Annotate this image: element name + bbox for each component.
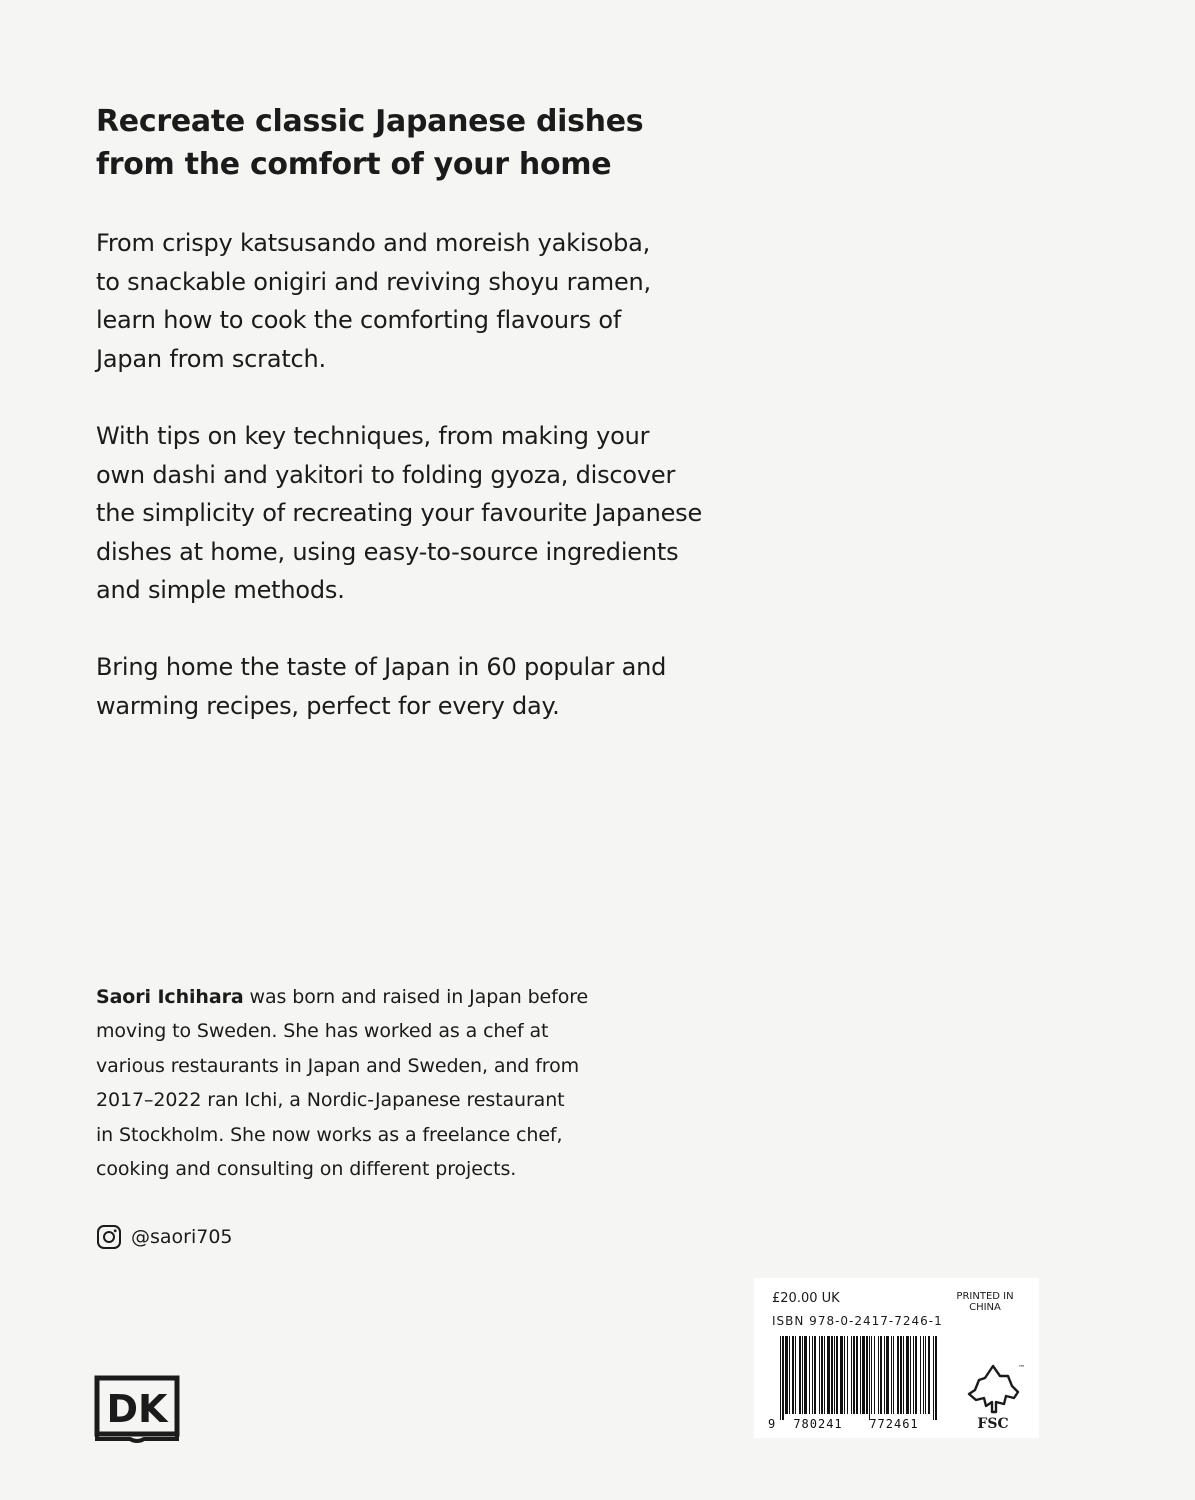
barcode-bar [886, 1336, 889, 1414]
blurb-line: warming recipes, perfect for every day. [96, 691, 560, 720]
barcode-bar [844, 1336, 845, 1414]
barcode-bar [834, 1336, 835, 1414]
barcode-bar [821, 1336, 823, 1414]
barcode-digits-left: 780241 [793, 1417, 843, 1431]
barcode-panel [754, 1278, 1039, 1438]
barcode-bar [782, 1336, 784, 1420]
instagram-handle-text: @saori705 [131, 1226, 233, 1248]
printed-in-label [940, 1291, 1030, 1313]
blurb-line: own dashi and yakitori to folding gyoza, discover [96, 460, 676, 489]
barcode-bar [780, 1336, 781, 1420]
barcode-bar [804, 1336, 807, 1414]
barcode-bar [880, 1336, 882, 1414]
blurb-paragraph-3 [96, 648, 816, 725]
bio-line: 2017–2022 ran Ichi, a Nordic-Japanese restaurant [96, 1089, 565, 1112]
bio-line: cooking and consulting on different projects. [96, 1158, 517, 1181]
printed-in-line: CHINA [969, 1302, 1001, 1313]
barcode-bar [853, 1336, 855, 1414]
barcode-bar [831, 1336, 833, 1414]
blurb-line: to snackable onigiri and reviving shoyu ramen, [96, 267, 651, 296]
barcode-bar [878, 1336, 879, 1414]
barcode-bar [862, 1336, 865, 1414]
headline-line: from the comfort of your home [96, 147, 612, 182]
barcode-bar [847, 1336, 848, 1414]
fsc-trademark: ™ [1018, 1364, 1025, 1372]
barcode-bar [827, 1336, 830, 1414]
barcode-bar [903, 1336, 904, 1414]
barcode-bar [799, 1336, 801, 1414]
barcode-bar [871, 1336, 872, 1414]
blurb-line: From crispy katsusando and moreish yakisoba, [96, 229, 651, 257]
barcode [766, 1334, 944, 1430]
barcode-bar [893, 1336, 894, 1414]
blurb-line: dishes at home, using easy-to-source ingredients [96, 537, 679, 566]
printed-in-line: PRINTED IN [956, 1291, 1014, 1302]
barcode-digit-lead: 9 [768, 1417, 776, 1431]
barcode-bar [851, 1336, 852, 1414]
barcode-bar [789, 1336, 790, 1414]
barcode-bar [795, 1336, 796, 1414]
barcode-bar [906, 1336, 909, 1414]
bio-line: moving to Sweden. She has worked as a chef at [96, 1020, 549, 1043]
bio-line: in Stockholm. She now works as a freelance chef, [96, 1123, 563, 1146]
bio-line: various restaurants in Japan and Sweden, and from [96, 1054, 580, 1077]
fsc-tree-icon [969, 1366, 1018, 1412]
headline [96, 100, 796, 186]
barcode-bar [840, 1336, 843, 1414]
bio-line [96, 980, 696, 1014]
barcode-bar [915, 1336, 917, 1414]
author-bio [96, 980, 696, 1186]
barcode-bar [913, 1336, 914, 1414]
barcode-bar [809, 1336, 810, 1414]
barcode-bar [866, 1336, 868, 1414]
barcode-bar [856, 1336, 858, 1414]
barcode-bar [869, 1336, 870, 1420]
barcode-bar [900, 1336, 902, 1414]
barcode-bar [923, 1336, 924, 1414]
author-name: Saori Ichihara [96, 986, 244, 1008]
price: £20.00 UK [772, 1291, 840, 1306]
barcode-bar [824, 1336, 825, 1414]
headline-line: Recreate classic Japanese dishes [96, 104, 644, 139]
barcode-bars [780, 1336, 937, 1420]
barcode-bar [814, 1336, 816, 1414]
blurb-line: and simple methods. [96, 576, 345, 605]
blurb-line: Bring home the taste of Japan in 60 popular and [96, 653, 667, 681]
blurb-paragraph-2 [96, 417, 816, 610]
barcode-bar [933, 1336, 934, 1420]
barcode-bar [897, 1336, 899, 1414]
blurb-paragraph-1 [96, 224, 816, 378]
barcode-bar [910, 1336, 911, 1414]
barcode-bar [874, 1336, 875, 1414]
instagram-icon [96, 1224, 122, 1250]
barcode-bar [920, 1336, 921, 1414]
barcode-bar [935, 1336, 937, 1420]
barcode-bar [860, 1336, 861, 1414]
blurb-line: the simplicity of recreating your favourite Japanese [96, 499, 703, 528]
dk-logo-text: DK [106, 1387, 168, 1431]
isbn: ISBN 978-0-2417-7246-1 [772, 1314, 943, 1328]
barcode-bar [802, 1336, 803, 1414]
barcode-bar [812, 1336, 813, 1414]
blurb-line: With tips on key techniques, from making your [96, 422, 650, 450]
blurb-line: learn how to cook the comforting flavours of [96, 306, 622, 335]
barcode-bar [792, 1336, 794, 1414]
barcode-digits-right: 772461 [869, 1417, 919, 1431]
barcode-bar [836, 1336, 838, 1414]
fsc-logo [964, 1360, 1025, 1432]
instagram-handle[interactable] [96, 1222, 233, 1252]
barcode-bar [891, 1336, 892, 1414]
barcode-bar [819, 1336, 820, 1414]
blurb-line: Japan from scratch. [96, 344, 326, 373]
barcode-bar [884, 1336, 885, 1414]
barcode-bar [785, 1336, 788, 1414]
barcode-bar [925, 1336, 926, 1414]
bio-text: was born and raised in Japan before [243, 986, 589, 1008]
dk-logo [94, 1375, 180, 1443]
barcode-bar [928, 1336, 930, 1414]
fsc-label: FSC [977, 1416, 1009, 1432]
